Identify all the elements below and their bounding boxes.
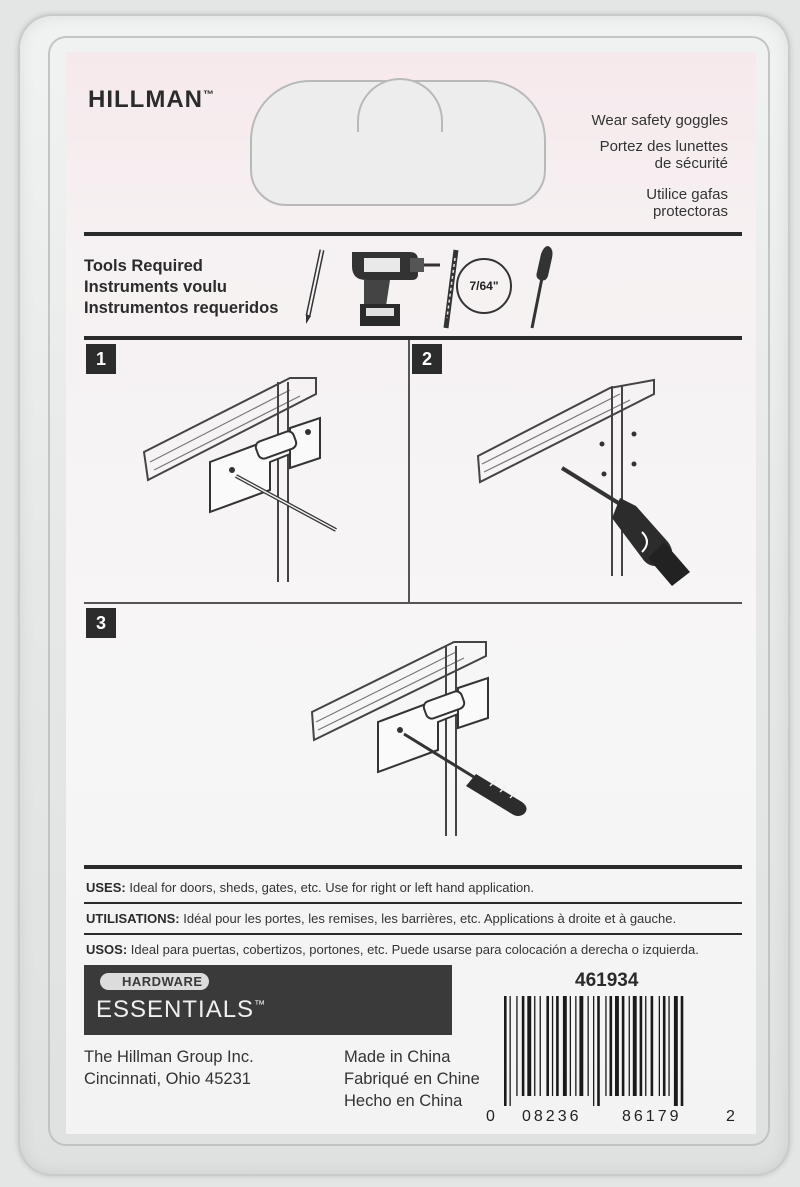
safety-en: Wear safety goggles xyxy=(591,112,728,129)
barcode-bar xyxy=(522,996,525,1096)
divider-tools xyxy=(84,336,742,340)
barcode-bar xyxy=(556,996,559,1096)
safety-fr-1: Portez des lunettes xyxy=(599,138,728,155)
uses-fr-label: UTILISATIONS: xyxy=(86,911,180,926)
brand-name: HILLMAN xyxy=(88,86,203,113)
uses-en-label: USES: xyxy=(86,880,126,895)
divider-uses xyxy=(84,865,742,869)
barcode-bar xyxy=(527,996,531,1096)
barcode-bar xyxy=(629,996,630,1096)
barcode-bar xyxy=(546,996,549,1096)
barcode-bar xyxy=(593,996,594,1106)
origin-en: Made in China xyxy=(344,1048,451,1066)
barcode xyxy=(502,996,720,1106)
step-1-illustration xyxy=(140,372,380,592)
company-line-2: Cincinnati, Ohio 45231 xyxy=(84,1070,251,1088)
barcode-bar xyxy=(663,996,666,1096)
barcode-bar xyxy=(633,996,637,1096)
uses-fr-text: Idéal pour les portes, les remises, les barrières, etc. Applications à droite et à gauche. xyxy=(183,911,677,926)
barcode-bar xyxy=(651,996,654,1096)
divider-uses-1 xyxy=(84,902,742,904)
safety-es-2: protectoras xyxy=(652,203,728,220)
logo-essentials xyxy=(96,996,266,1024)
barcode-bar xyxy=(668,996,669,1096)
country-of-origin xyxy=(344,1046,480,1112)
barcode-digit-end: 2 xyxy=(726,1108,735,1125)
barcode-bar xyxy=(610,996,613,1096)
uses-es-text: Ideal para puertas, cobertizos, portones, etc. Puede usarse para colocación a derecha o izquierda. xyxy=(130,942,699,957)
barcode-bar xyxy=(615,996,619,1096)
barcode-bar xyxy=(563,996,567,1096)
divider-top xyxy=(84,232,742,236)
barcode-bar xyxy=(681,996,684,1106)
barcode-digit-start: 0 xyxy=(486,1108,495,1125)
barcode-bar xyxy=(659,996,660,1096)
divider-uses-2 xyxy=(84,933,742,935)
uses-fr xyxy=(86,911,676,926)
logo-essentials-text: ESSENTIALS xyxy=(96,996,255,1023)
step-3-badge: 3 xyxy=(86,608,116,638)
panel-divider-vertical xyxy=(408,340,410,602)
barcode-bar xyxy=(622,996,625,1096)
step-3-illustration xyxy=(306,636,556,840)
barcode-bar xyxy=(575,996,576,1096)
barcode-bar xyxy=(516,996,517,1096)
barcode-group-right: 86179 xyxy=(622,1108,682,1125)
uses-en xyxy=(86,880,534,895)
tools-fr: Instruments voulu xyxy=(84,278,228,296)
barcode-bar xyxy=(534,996,535,1096)
barcode-bar xyxy=(588,996,589,1096)
barcode-bar xyxy=(597,996,600,1106)
brand-logo xyxy=(88,86,214,114)
brand-tm: ™ xyxy=(202,89,214,101)
origin-fr: Fabriqué en Chine xyxy=(344,1070,480,1088)
step-2-badge: 2 xyxy=(412,344,442,374)
panel-divider-horizontal xyxy=(84,602,742,604)
barcode-group-left: 08236 xyxy=(522,1108,582,1125)
drill-bit-size: 7/64" xyxy=(456,258,512,314)
barcode-bar xyxy=(552,996,553,1096)
barcode-bar xyxy=(674,996,678,1106)
uses-es xyxy=(86,942,699,957)
step-1-badge: 1 xyxy=(86,344,116,374)
company-address xyxy=(84,1046,254,1090)
tools-required xyxy=(84,256,278,319)
drill-icon xyxy=(340,244,444,330)
safety-fr-2: de sécurité xyxy=(654,155,728,172)
origin-es: Hecho en China xyxy=(344,1092,463,1110)
barcode-bar xyxy=(640,996,643,1096)
tools-es: Instrumentos requeridos xyxy=(84,299,279,317)
tools-en: Tools Required xyxy=(84,257,203,275)
barcode-bar xyxy=(540,996,541,1096)
barcode-bar xyxy=(579,996,583,1096)
barcode-bar xyxy=(510,996,511,1106)
logo-hardware: HARDWARE xyxy=(100,973,209,990)
barcode-bar xyxy=(504,996,507,1106)
company-line-1: The Hillman Group Inc. xyxy=(84,1048,254,1066)
barcode-bar xyxy=(570,996,571,1096)
uses-en-text: Ideal for doors, sheds, gates, etc. Use for right or left hand application. xyxy=(129,880,535,895)
screwdriver-icon xyxy=(526,244,560,332)
safety-es-1: Utilice gafas xyxy=(646,186,728,203)
pencil-icon xyxy=(300,246,330,326)
uses-es-label: USOS: xyxy=(86,942,128,957)
logo-tm: ™ xyxy=(254,999,267,1011)
barcode-bar xyxy=(645,996,646,1096)
item-number: 461934 xyxy=(575,970,639,991)
barcode-bar xyxy=(605,996,606,1096)
step-2-illustration xyxy=(470,372,720,594)
